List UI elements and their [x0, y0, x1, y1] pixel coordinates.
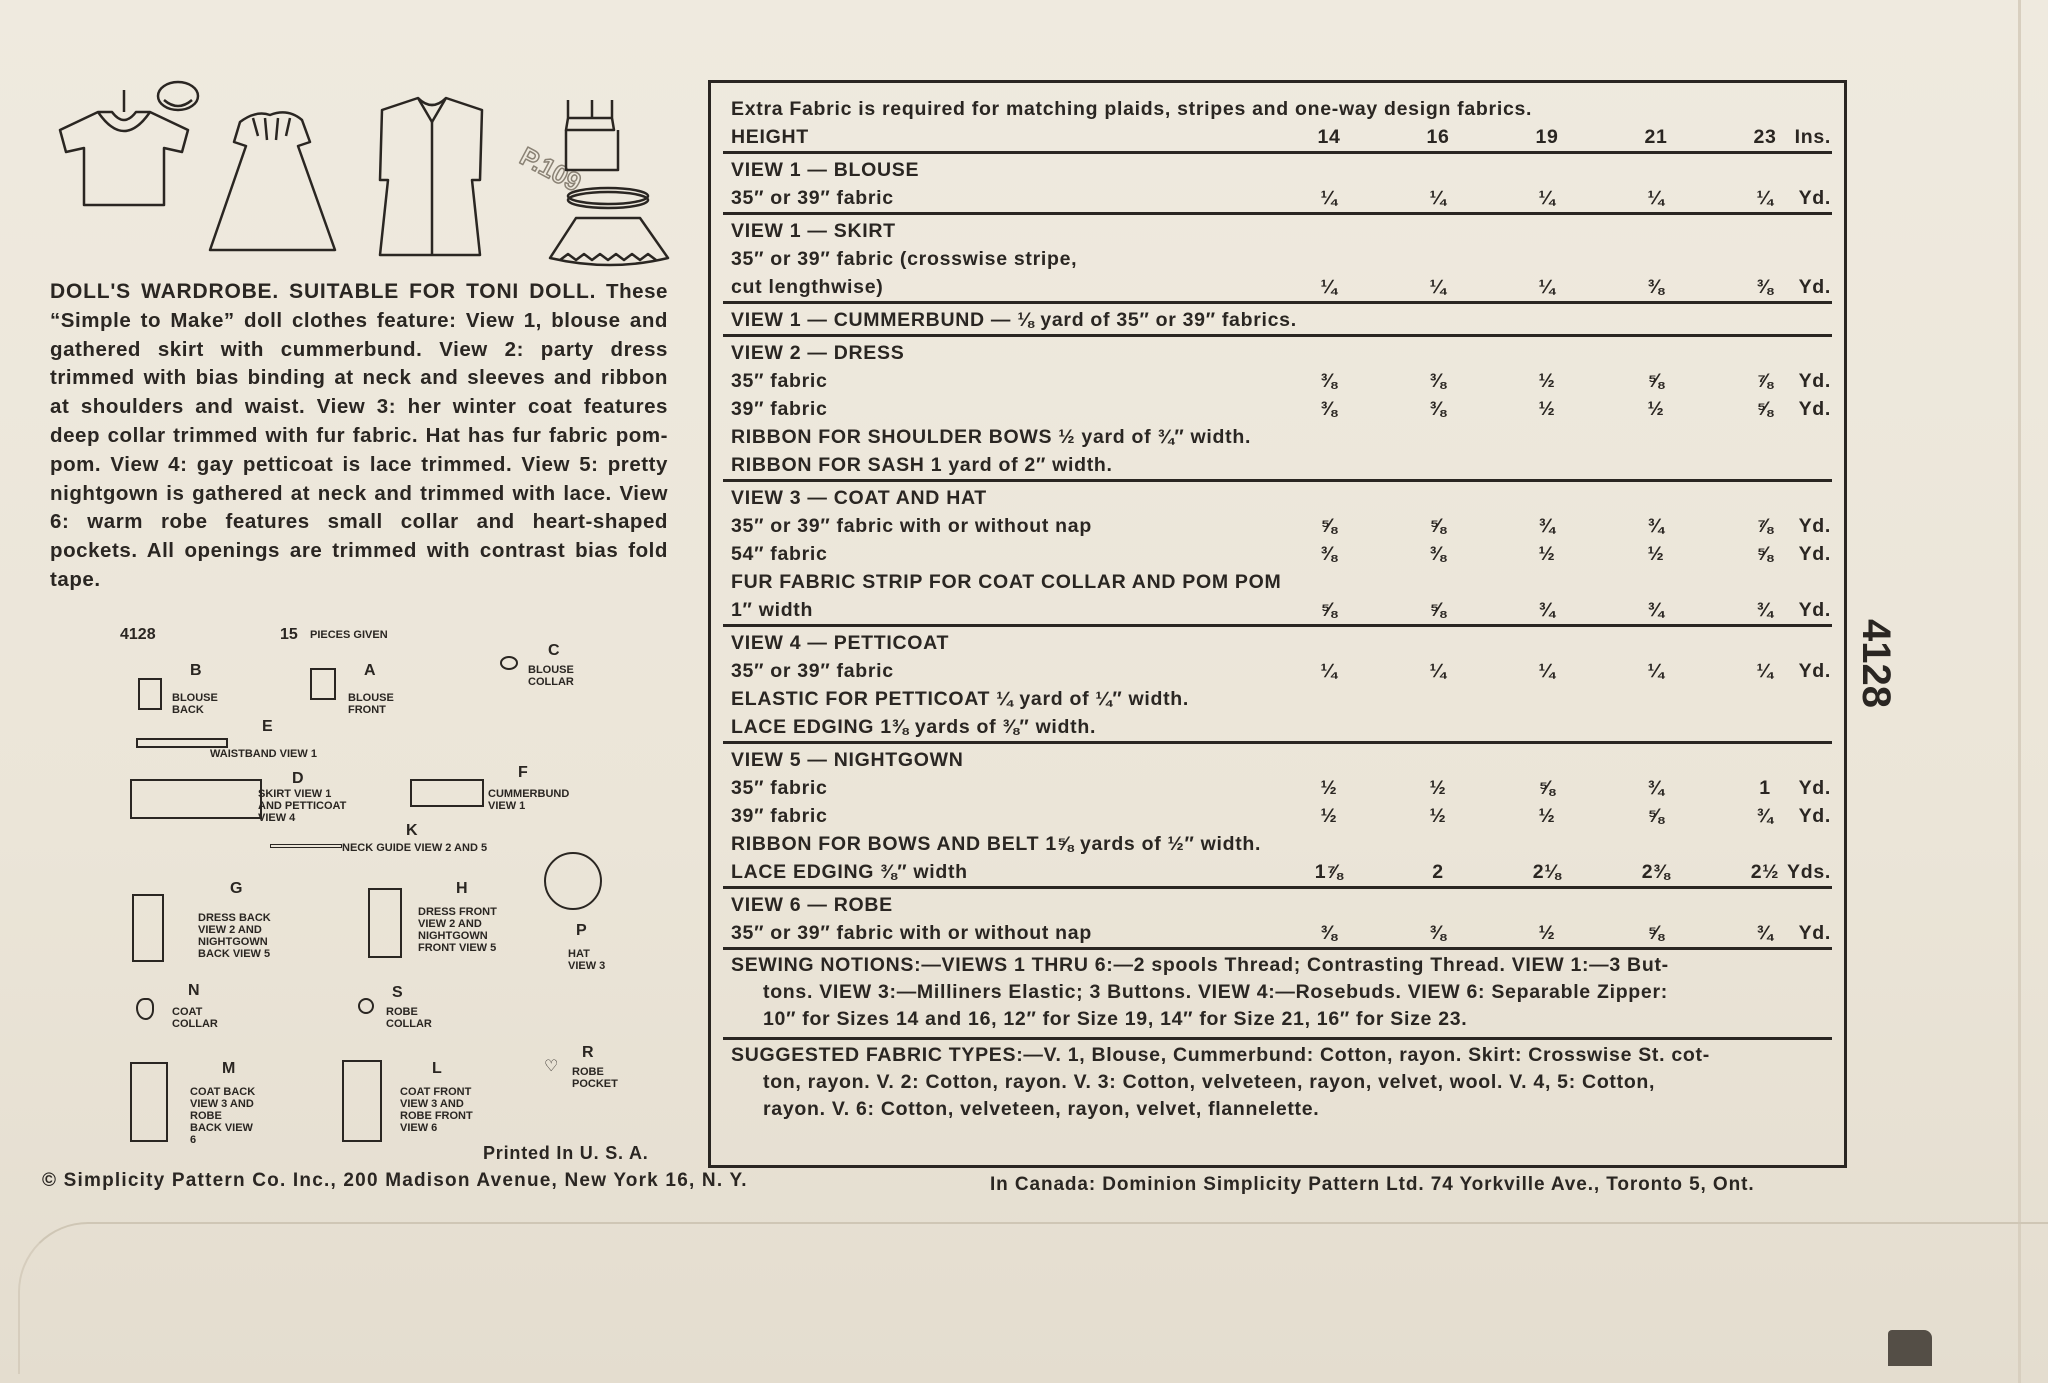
yardage-chart	[708, 80, 1847, 1168]
piece-letter: C	[548, 642, 560, 659]
garment-illustrations	[40, 60, 680, 275]
yardage-value: ¾	[1538, 599, 1556, 621]
yardage-value: ¾	[1647, 599, 1665, 621]
yardage-unit: Yd.	[1798, 398, 1831, 420]
height-header-row	[723, 123, 1832, 151]
yardage-value: ⅜	[1320, 922, 1338, 944]
yardage-row	[723, 484, 1832, 512]
yardage-value: ¼	[1756, 187, 1774, 209]
piece-caption: DRESS BACK VIEW 2 AND NIGHTGOWN BACK VIEW 5	[198, 912, 271, 960]
yardage-row	[723, 395, 1832, 423]
piece-shape-neck-guide	[270, 844, 342, 848]
yardage-value: ⅝	[1647, 805, 1665, 827]
piece-letter: B	[190, 662, 202, 679]
piece-caption: BLOUSE FRONT	[348, 692, 394, 716]
yardage-value: 1⅞	[1314, 861, 1344, 883]
yardage-value: 2	[1432, 861, 1444, 883]
row-label: 54″ fabric	[731, 543, 828, 565]
piece-shape-robe-collar	[358, 998, 374, 1014]
printed-in-usa: Printed In U. S. A.	[483, 1143, 649, 1163]
row-label: FUR FABRIC STRIP FOR COAT COLLAR AND POM POM	[731, 571, 1282, 593]
piece-letter: D	[292, 770, 304, 787]
row-label: VIEW 1 — CUMMERBUND — ⅛ yard of 35″ or 39″ fabrics.	[731, 309, 1297, 331]
sewing-notions-line: SEWING NOTIONS:—VIEWS 1 THRU 6:—2 spools Thread; Contrasting Thread. VIEW 1:—3 But-	[731, 954, 1669, 976]
yardage-value: ⅜	[1429, 370, 1447, 392]
yardage-value: ⅞	[1756, 370, 1774, 392]
yardage-row	[723, 512, 1832, 540]
yardage-unit: Yd.	[1798, 922, 1831, 944]
yardage-value: ¾	[1647, 515, 1665, 537]
row-label: 35″ or 39″ fabric with or without nap	[731, 922, 1092, 944]
yardage-section	[723, 886, 1832, 947]
piece-shape-dress-front	[368, 888, 402, 958]
piece-caption: BLOUSE COLLAR	[528, 664, 574, 688]
yardage-value: ⅝	[1756, 398, 1774, 420]
yardage-value: 1	[1759, 777, 1771, 799]
yardage-value: ⅞	[1756, 515, 1774, 537]
yardage-row	[723, 713, 1832, 741]
yardage-row	[723, 367, 1832, 395]
svg-text:P.109: P.109	[515, 140, 587, 198]
row-label: VIEW 6 — ROBE	[731, 894, 893, 916]
yardage-section	[723, 212, 1832, 301]
height-value: 23	[1753, 126, 1777, 148]
envelope-flap-fold	[18, 1222, 2048, 1374]
yardage-value: ⅝	[1429, 599, 1447, 621]
pattern-pieces-diagram	[110, 626, 670, 1156]
row-label: VIEW 4 — PETTICOAT	[731, 632, 950, 654]
dress-drawing	[210, 112, 335, 250]
yardage-row	[723, 629, 1832, 657]
piece-caption: SKIRT VIEW 1 AND PETTICOAT VIEW 4	[258, 788, 347, 824]
yardage-row	[723, 685, 1832, 713]
height-label: HEIGHT	[731, 126, 809, 148]
sewing-notions-line: tons. VIEW 3:—Milliners Elastic; 3 Buttons. VIEW 4:—Rosebuds. VIEW 6: Separable Zipper:	[763, 981, 1668, 1003]
yardage-value: ¼	[1429, 187, 1447, 209]
extra-fabric-note: Extra Fabric is required for matching plaids, stripes and one-way design fabrics.	[731, 98, 1533, 120]
piece-letter: G	[230, 880, 243, 897]
yardage-value: ⅜	[1320, 398, 1338, 420]
yardage-row	[723, 423, 1832, 451]
yardage-value: ¾	[1538, 515, 1556, 537]
skirt-drawing	[550, 218, 668, 265]
yardage-value: ¼	[1320, 187, 1338, 209]
yardage-value: ½	[1647, 543, 1665, 565]
yardage-row	[723, 596, 1832, 624]
yardage-value: ½	[1538, 543, 1556, 565]
yardage-value: ½	[1538, 398, 1556, 420]
yardage-section	[723, 624, 1832, 741]
yardage-value: ¼	[1429, 276, 1447, 298]
piece-letter: K	[406, 822, 418, 839]
row-label: 39″ fabric	[731, 398, 828, 420]
fabric-types-line: rayon. V. 6: Cotton, velveteen, rayon, velvet, flannelette.	[763, 1098, 1320, 1120]
envelope-crease	[2018, 0, 2021, 1383]
row-label: RIBBON FOR BOWS AND BELT 1⅝ yards of ½″ width.	[731, 833, 1262, 855]
piece-shape-blouse-back	[138, 678, 162, 710]
yardage-unit: Yd.	[1798, 370, 1831, 392]
row-label: cut lengthwise)	[731, 276, 884, 298]
yardage-unit: Yds.	[1787, 861, 1831, 883]
yardage-value: ⅝	[1647, 922, 1665, 944]
pattern-description	[50, 278, 668, 595]
yardage-section	[723, 151, 1832, 212]
piece-letter: F	[518, 764, 528, 781]
height-unit: Ins.	[1794, 126, 1831, 148]
row-label: 35″ or 39″ fabric with or without nap	[731, 515, 1092, 537]
row-label: VIEW 2 — DRESS	[731, 342, 905, 364]
row-label: 39″ fabric	[731, 805, 828, 827]
yardage-unit: Yd.	[1798, 805, 1831, 827]
yardage-row	[723, 273, 1832, 301]
height-value: 21	[1644, 126, 1668, 148]
yardage-value: ⅝	[1429, 515, 1447, 537]
piece-caption: NECK GUIDE VIEW 2 AND 5	[342, 842, 488, 854]
yardage-value: ⅝	[1320, 515, 1338, 537]
piece-caption: WAISTBAND VIEW 1	[210, 748, 317, 760]
row-label: ELASTIC FOR PETTICOAT ¼ yard of ¼″ width.	[731, 688, 1190, 710]
height-value: 19	[1535, 126, 1559, 148]
camisole-drawing	[566, 100, 618, 170]
yardage-row	[723, 858, 1832, 886]
row-label: 35″ fabric	[731, 370, 828, 392]
yardage-unit: Yd.	[1798, 599, 1831, 621]
yardage-row	[723, 891, 1832, 919]
row-label: LACE EDGING 1⅜ yards of ⅜″ width.	[731, 716, 1097, 738]
yardage-row	[723, 156, 1832, 184]
yardage-value: ⅜	[1429, 543, 1447, 565]
piece-shape-dress-back	[132, 894, 164, 962]
yardage-row	[723, 217, 1832, 245]
yardage-value: 2⅛	[1532, 861, 1562, 883]
yardage-row	[723, 830, 1832, 858]
yardage-value: ¾	[1756, 599, 1774, 621]
piece-caption: ROBE COLLAR	[386, 1006, 432, 1030]
yardage-value: ¼	[1756, 660, 1774, 682]
yardage-value: ⅜	[1756, 276, 1774, 298]
yardage-value: ½	[1429, 777, 1447, 799]
row-label: 35″ or 39″ fabric (crosswise stripe,	[731, 248, 1078, 270]
yardage-value: ⅜	[1429, 922, 1447, 944]
height-value: 14	[1317, 126, 1341, 148]
piece-shape-waistband	[136, 738, 228, 748]
piece-shape-blouse-front	[310, 668, 336, 700]
yardage-row	[723, 339, 1832, 367]
row-label: LACE EDGING ⅜″ width	[731, 861, 968, 883]
row-label: VIEW 1 — BLOUSE	[731, 159, 920, 181]
yardage-section	[723, 479, 1832, 624]
yardage-value: ¼	[1538, 276, 1556, 298]
yardage-unit: Yd.	[1798, 777, 1831, 799]
yardage-row	[723, 568, 1832, 596]
yardage-row	[723, 306, 1832, 334]
yardage-value: ¾	[1756, 922, 1774, 944]
height-value: 16	[1426, 126, 1450, 148]
piece-letter: A	[364, 662, 376, 679]
yardage-unit: Yd.	[1798, 187, 1831, 209]
piece-shape-coat-front	[342, 1060, 382, 1142]
piece-letter: E	[262, 718, 273, 735]
piece-shape-hat	[544, 852, 602, 910]
yardage-value: 2⅜	[1641, 861, 1671, 883]
yardage-row	[723, 919, 1832, 947]
yardage-row	[723, 657, 1832, 685]
yardage-value: ⅝	[1538, 777, 1556, 799]
yardage-value: ½	[1538, 370, 1556, 392]
yardage-value: ¼	[1538, 660, 1556, 682]
yardage-value: ¼	[1320, 660, 1338, 682]
yardage-value: ⅜	[1320, 370, 1338, 392]
yardage-value: ¼	[1320, 276, 1338, 298]
yardage-unit: Yd.	[1798, 515, 1831, 537]
yardage-value: ½	[1429, 805, 1447, 827]
coat-drawing	[380, 98, 482, 255]
yardage-value: ½	[1538, 805, 1556, 827]
pieces-count: 15	[280, 626, 298, 643]
row-label: RIBBON FOR SASH 1 yard of 2″ width.	[731, 454, 1113, 476]
row-label: 1″ width	[731, 599, 814, 621]
piece-shape-coat-back	[130, 1062, 168, 1142]
yardage-unit: Yd.	[1798, 276, 1831, 298]
yardage-section	[723, 334, 1832, 479]
piece-letter: L	[432, 1060, 442, 1077]
yardage-value: ⅜	[1647, 276, 1665, 298]
yardage-row	[723, 451, 1832, 479]
pattern-number-label: 4128	[120, 626, 156, 643]
suggested-fabric-types	[723, 1037, 1832, 1127]
piece-letter: M	[222, 1060, 236, 1077]
yardage-value: ⅝	[1756, 543, 1774, 565]
yardage-row	[723, 802, 1832, 830]
cummerbund-drawing	[568, 188, 648, 208]
fabric-types-line: ton, rayon. V. 2: Cotton, rayon. V. 3: Cotton, velveteen, rayon, velvet, wool. V. 4, 5: Cotton,	[763, 1071, 1656, 1093]
piece-caption: COAT FRONT VIEW 3 AND ROBE FRONT VIEW 6	[400, 1086, 473, 1134]
yardage-value: ¼	[1429, 660, 1447, 682]
piece-shape-cummerbund	[410, 779, 484, 807]
yardage-value: ¼	[1647, 660, 1665, 682]
yardage-value: ¼	[1647, 187, 1665, 209]
yardage-unit: Yd.	[1798, 543, 1831, 565]
piece-letter: P	[576, 922, 587, 939]
row-label: RIBBON FOR SHOULDER BOWS ½ yard of ¾″ width.	[731, 426, 1252, 448]
yardage-unit: Yd.	[1798, 660, 1831, 682]
yardage-value: ⅜	[1429, 398, 1447, 420]
yardage-row	[723, 245, 1832, 273]
piece-caption: COAT COLLAR	[172, 1006, 218, 1030]
row-label: 35″ fabric	[731, 777, 828, 799]
piece-shape-blouse-collar	[500, 656, 518, 670]
row-label: VIEW 3 — COAT AND HAT	[731, 487, 987, 509]
piece-caption: DRESS FRONT VIEW 2 AND NIGHTGOWN FRONT VIEW 5	[418, 906, 497, 954]
yardage-row	[723, 746, 1832, 774]
piece-caption: ROBE POCKET	[572, 1066, 618, 1090]
piece-letter: S	[392, 984, 403, 1001]
yardage-value: ¼	[1538, 187, 1556, 209]
yardage-value: ¾	[1647, 777, 1665, 799]
piece-shape-coat-collar	[136, 998, 154, 1020]
piece-letter: R	[582, 1044, 594, 1061]
yardage-value: ½	[1320, 805, 1338, 827]
piece-shape-skirt	[130, 779, 262, 819]
copyright-line: © Simplicity Pattern Co. Inc., 200 Madison Avenue, New York 16, N. Y.	[42, 1170, 748, 1191]
piece-letter: N	[188, 982, 200, 999]
sewing-notions-line: 10″ for Sizes 14 and 16, 12″ for Size 19, 14″ for Size 21, 16″ for Size 23.	[763, 1008, 1468, 1030]
description-body: These “Simple to Make” doll clothes feature: View 1, blouse and gathered skirt with cummerbund. View 2: party dress trimmed with bias binding at neck and sleeves and ribbon at shoulders and waist. View 3: her winter coat features deep collar trimmed with fur fabric. Hat has fur fabric pom-pom. View 4: gay petticoat is lace trimmed. View 5: pretty nightgown is gathered at neck and trimmed with lace. View 6: warm robe features small collar and heart-shaped pockets. All openings are trimmed with contrast bias fold tape.	[50, 280, 668, 591]
piece-caption: HAT VIEW 3	[568, 948, 606, 972]
pattern-number-side: 4128	[1854, 618, 1898, 708]
yardage-value: ⅝	[1320, 599, 1338, 621]
heart-icon: ♡	[544, 1058, 559, 1075]
yardage-value: ½	[1538, 922, 1556, 944]
sewing-notions	[723, 947, 1832, 1037]
row-label: VIEW 5 — NIGHTGOWN	[731, 749, 964, 771]
piece-caption: COAT BACK VIEW 3 AND ROBE BACK VIEW 6	[190, 1086, 256, 1146]
yardage-value: ⅝	[1647, 370, 1665, 392]
fabric-types-line: SUGGESTED FABRIC TYPES:—V. 1, Blouse, Cummerbund: Cotton, rayon. Skirt: Crosswise St. cot-	[731, 1044, 1710, 1066]
yardage-row	[723, 774, 1832, 802]
canada-address: In Canada: Dominion Simplicity Pattern Ltd. 74 Yorkville Ave., Toronto 5, Ont.	[990, 1174, 1755, 1195]
yardage-value: ⅜	[1320, 543, 1338, 565]
row-label: VIEW 1 — SKIRT	[731, 220, 896, 242]
yardage-section	[723, 741, 1832, 886]
row-label: 35″ or 39″ fabric	[731, 187, 894, 209]
piece-caption: BLOUSE BACK	[172, 692, 218, 716]
pieces-count-label: PIECES GIVEN	[310, 629, 388, 641]
piece-letter: H	[456, 880, 468, 897]
yardage-value: 2½	[1750, 861, 1780, 883]
description-title: DOLL'S WARDROBE. SUITABLE FOR TONI DOLL.	[50, 280, 597, 303]
corner-tab	[1888, 1330, 1932, 1366]
row-label: 35″ or 39″ fabric	[731, 660, 894, 682]
yardage-value: ½	[1320, 777, 1338, 799]
yardage-sections	[723, 151, 1832, 947]
beret-drawing	[158, 82, 198, 110]
yardage-row	[723, 184, 1832, 212]
yardage-section	[723, 301, 1832, 334]
yardage-value: ½	[1647, 398, 1665, 420]
piece-caption: CUMMERBUND VIEW 1	[488, 788, 570, 812]
yardage-value: ¾	[1756, 805, 1774, 827]
yardage-row	[723, 540, 1832, 568]
